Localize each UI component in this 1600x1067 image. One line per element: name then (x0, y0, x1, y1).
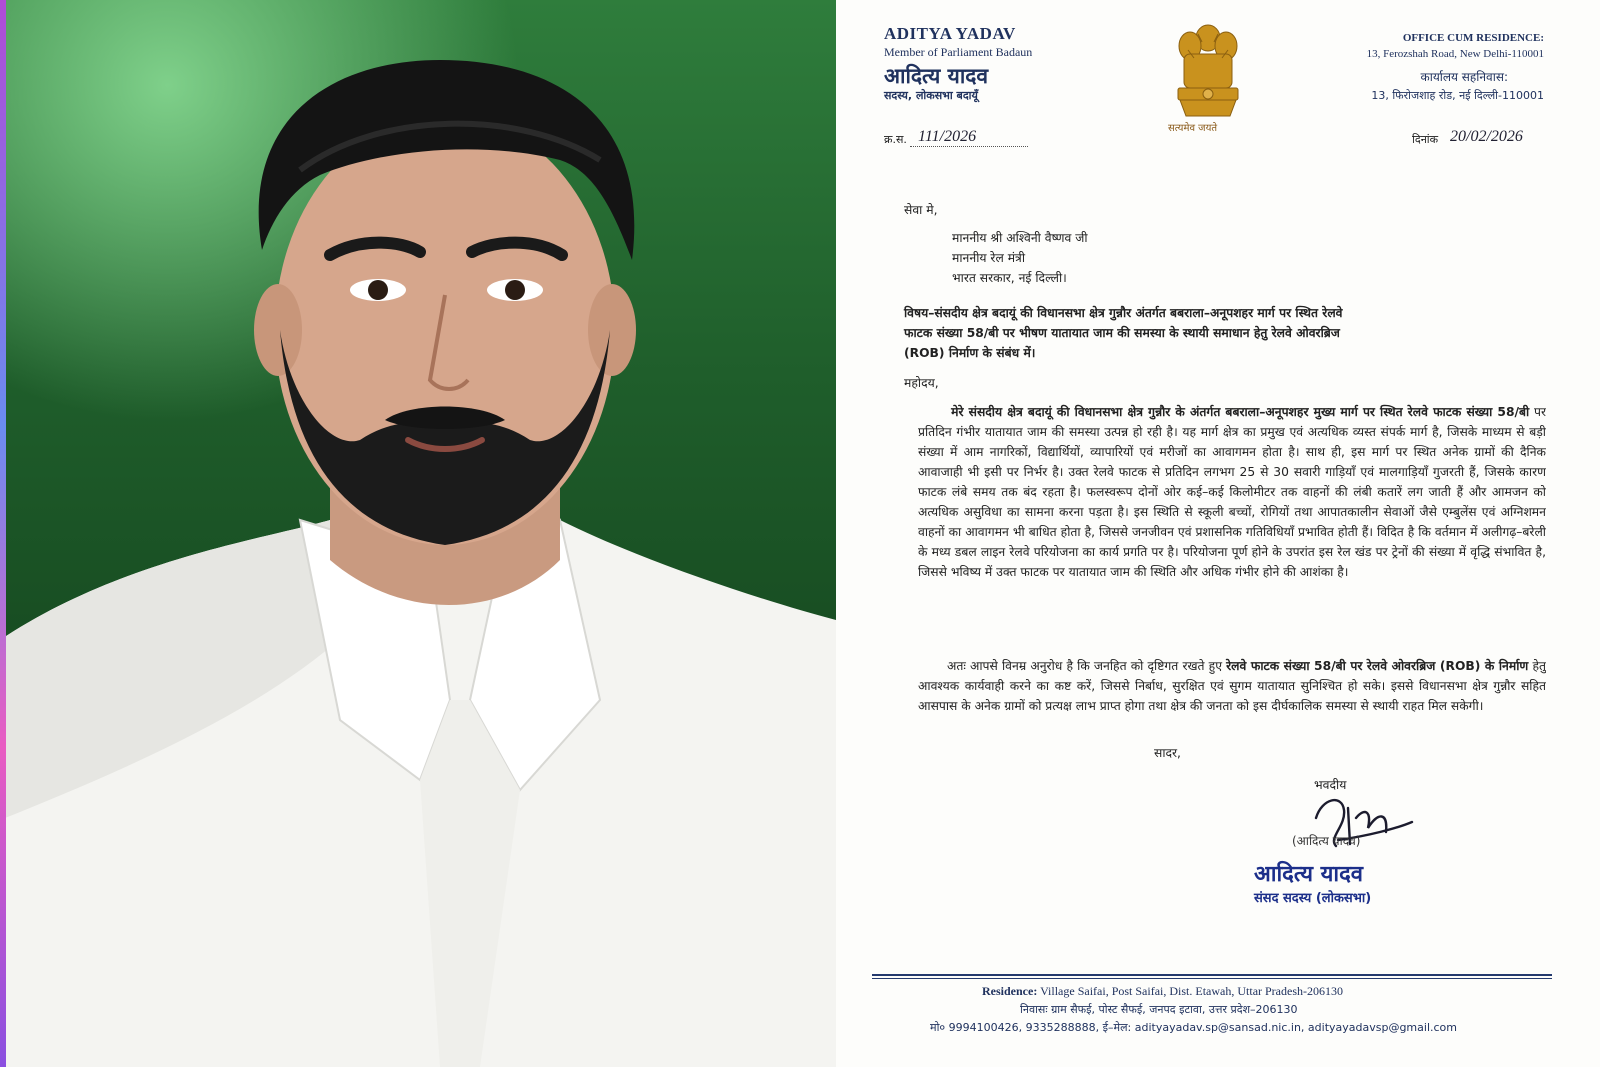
subject-line-2: फाटक संख्या 58/बी पर भीषण यातायात जाम की समस्या के स्थायी समाधान हेतु रेलवे ओवरब्रिज (904, 326, 1340, 340)
addressee-line-2: माननीय रेल मंत्री (952, 251, 1026, 265)
emblem-motto: सत्यमेव जयते (1168, 123, 1218, 134)
paragraph-2-text-a: अतः आपसे विनम्र अनुरोध है कि जनहित को दृष्टिगत रखते हुए (946, 659, 1227, 673)
footer-divider-thin (872, 978, 1552, 979)
letter-document (836, 0, 1600, 1067)
signature-stamp-title: संसद सदस्य (लोकसभा) (1254, 891, 1372, 906)
footer-residence-hi: निवासः ग्राम सैफई, पोस्ट सैफई, जनपद इटावा, उत्तर प्रदेश–206130 (1020, 1003, 1298, 1016)
footer-divider (872, 974, 1552, 976)
greeting: महोदय, (904, 376, 939, 390)
paragraph-1-bold-lead: मेरे संसदीय क्षेत्र बदायूं की विधानसभा क्षेत्र गुन्नौर के अंतर्गत बबराला–अनूपशहर मुख्य मार्ग पर स्थित रेलवे फाटक संख्या 58/बी (951, 405, 1530, 419)
subject-line-1: विषय–संसदीय क्षेत्र बदायूं की विधानसभा क्षेत्र गुन्नौर अंतर्गत बबराला–अनूपशहर मार्ग पर स्थित रेलवे (904, 306, 1343, 320)
letterhead-subtitle-en: Member of Parliament Badaun (884, 45, 1033, 59)
salutation-to: सेवा मे, (904, 203, 938, 217)
addressee-line-3: भारत सरकार, नई दिल्ली। (952, 271, 1067, 285)
decorative-edge-strip (0, 0, 6, 1067)
addressee-line-1: माननीय श्री अश्विनी वैष्णव जी (952, 231, 1088, 245)
date-value: 20/02/2026 (1450, 128, 1523, 145)
closing-yours: भवदीय (1314, 778, 1347, 792)
reference-number: 111/2026 (918, 128, 977, 145)
signature-stamp-name: आदित्य यादव (1254, 862, 1364, 887)
paragraph-2-text-b: हेतु आवश्यक कार्यवाही करने का कष्ट करें, जिससे निर्बाध, सुरक्षित एवं सुगम यातायात सुनिश्चित हो सके। इससे विधानसभा क्षेत्र गुन्नौर सहित आसपास के अनेक ग्रामों को प्रत्यक्ष लाभ प्राप्त होगा तथा क्षेत्र की जनता को इस दीर्घकालिक समस्या से स्थायी राहत मिल सकेगी। (918, 659, 1546, 713)
closing-regards: सादर, (1154, 746, 1181, 760)
footer-residence-label: Residence: (982, 984, 1038, 998)
subject-line-3: (ROB) निर्माण के संबंध में। (904, 346, 1036, 360)
letterhead-name-hi: आदित्य यादव (884, 64, 989, 88)
letterhead-name-en: ADITYA YADAV (884, 24, 1016, 43)
reference-label: क्र.स. (884, 133, 907, 146)
office-label-en: OFFICE CUM RESIDENCE: (1402, 32, 1544, 44)
letterhead-subtitle-hi: सदस्य, लोकसभा बदायूँ (884, 89, 978, 102)
paragraph-1-text: पर प्रतिदिन गंभीर यातायात जाम की समस्या उत्पन्न हो रही है। यह मार्ग क्षेत्र का प्रमुख एवं अत्यधिक व्यस्त संपर्क मार्ग है, जिसके माध्यम से बड़ी संख्या में आम नागरिकों, विद्यार्थियों, व्यापारियों एवं मरीजों का आवागमन होता है। साथ ही, इस मार्ग पर स्थित अनेक ग्रामों की दैनिक आवाजाही भी इसी पर निर्भर है। उक्त रेलवे फाटक से प्रतिदिन लगभग 25 से 30 सवारी गाड़ियाँ एवं मालगाड़ियाँ गुजरती हैं, जिसके कारण फाटक लंबे समय तक बंद रहता है। फलस्वरूप दोनों ओर कई–कई किलोमीटर तक वाहनों की लंबी कतारें लग जाती हैं और आमजन को अत्यधिक असुविधा का सामना करना पड़ता है। इस स्थिति से स्कूली बच्चों, रोगियों तथा आपातकालीन सेवाओं जैसे एम्बुलेंस एवं अग्निशमन वाहनों का आवागमन भी बाधित होता है, जिससे जनजीवन एवं प्रशासनिक गतिविधियाँ प्रभावित होती हैं। विदित है कि वर्तमान में अलीगढ़–बरेली के मध्य डबल लाइन रेलवे परियोजना का कार्य प्रगति पर है। परियोजना पूर्ण होने के उपरांत इस रेल खंड पर ट्रेनों की संख्या में वृद्धि संभावित है, जिससे भविष्य में उक्त फाटक पर यातायात जाम की स्थिति और अधिक गंभीर होने की आशंका है। (918, 405, 1546, 579)
body-paragraph-2 (918, 656, 1546, 740)
office-address-hi: 13, फिरोजशाह रोड, नई दिल्ली-110001 (1371, 89, 1544, 102)
signature-parenthetical-name: (आदित्य यादव) (1292, 834, 1361, 848)
reference-dotted-line (910, 146, 1028, 147)
office-address-en: 13, Ferozshah Road, New Delhi-110001 (1366, 48, 1544, 60)
paragraph-2-bold: रेलवे फाटक संख्या 58/बी पर रेलवे ओवरब्रिज (ROB) के निर्माण (1226, 659, 1529, 673)
footer-residence-address-en: Village Saifai, Post Saifai, Dist. Etawah, Uttar Pradesh-206130 (1037, 984, 1343, 998)
footer-contact: मो० 9994100426, 9335288888, ई–मेल: adityayadav.sp@sansad.nic.in, adityayadavsp@gmail.com (930, 1021, 1457, 1034)
office-label-hi: कार्यालय सहनिवास: (1420, 70, 1508, 84)
body-paragraph-1 (918, 402, 1546, 648)
date-label: दिनांक (1412, 133, 1439, 146)
footer-residence-en (982, 984, 1343, 999)
